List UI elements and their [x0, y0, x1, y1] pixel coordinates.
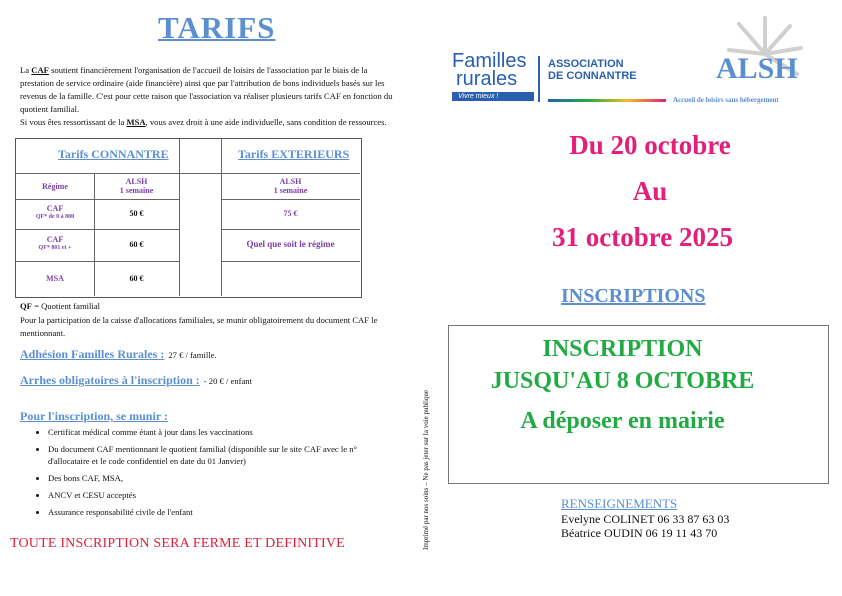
list-item: • Du document CAF mentionnant le quotient familial (disponible sur le site CAF avec le n° d'allocataire et le code confidentiel en date du 01 Janvier)	[48, 443, 378, 467]
logo-divider	[538, 56, 540, 102]
tarifs-table	[15, 138, 362, 298]
contact-2: Béatrice OUDIN 06 19 11 43 70	[561, 526, 718, 540]
row-msa-value: 60 €	[129, 274, 144, 283]
caisse-note: Pour la participation de la caisse d'allocations familiales, se munir obligatoirement du document CAF le mentionnant.	[20, 315, 378, 338]
familles-rurales-logo: Familles rurales Vivre mieux !	[452, 52, 534, 101]
box-line-3: A déposer en mairie	[520, 408, 725, 434]
vertical-note: Imprimé par nos soins – Ne pas jeter sur la voie publique	[422, 390, 430, 550]
renseignements-title: RENSEIGNEMENTS	[561, 496, 678, 511]
tarifs-exterieurs-header: Tarifs EXTERIEURS	[238, 147, 350, 161]
col-alsh-ext: ALSH 1 semaine	[273, 177, 308, 195]
col-regime: Régime	[42, 182, 68, 191]
inscriptions-title: INSCRIPTIONS	[561, 285, 706, 307]
tarifs-title: TARIFS	[158, 10, 276, 45]
list-item: • ANCV et CESU acceptés	[48, 489, 378, 501]
row-caf-2-label: CAF QF* 801 et +	[38, 235, 72, 251]
msa-paragraph: Si vous êtes ressortissant de la MSA, vous avez droit à une aide individuelle, sans condition de ressources.	[20, 117, 387, 127]
box-line-2: JUSQU'AU 8 OCTOBRE	[490, 368, 755, 394]
munir-title: Pour l'inscription, se munir :	[20, 409, 168, 423]
list-item: • Des bons CAF, MSA,	[48, 472, 378, 484]
final-notice: TOUTE INSCRIPTION SERA FERME ET DEFINITIVE	[10, 536, 345, 551]
munir-list	[34, 426, 378, 523]
row-caf-2-ext: Quel que soit le régime	[246, 239, 335, 249]
date-au: Au	[632, 176, 668, 206]
tarifs-connantre-header: Tarifs CONNANTRE	[58, 147, 169, 161]
association-name: ASSOCIATION DE CONNANTRE	[548, 58, 637, 82]
adhesion-line: Adhésion Familles Rurales : 27 € / famille.	[20, 347, 217, 361]
arrhes-line: Arrhes obligatoires à l'inscription : - 20 € / enfant	[20, 373, 252, 387]
box-line-1: INSCRIPTION	[542, 336, 703, 362]
alsh-title: ALSH	[716, 52, 798, 85]
row-caf-1-ext: 75 €	[283, 209, 298, 218]
row-caf-2-value: 60 €	[129, 240, 144, 249]
alsh-subtitle: Accueil de loisirs sans hébergement	[673, 96, 779, 104]
color-stripe	[548, 99, 666, 102]
date-end: 31 octobre 2025	[552, 222, 733, 252]
contact-1: Evelyne COLINET 06 33 87 63 03	[561, 512, 730, 526]
row-msa-label: MSA	[46, 274, 64, 283]
list-item: • Certificat médical comme étant à jour dans les vaccinations	[48, 426, 378, 438]
inscription-box	[448, 325, 829, 484]
intro-paragraph: La CAF soutient financièrement l'organisation de l'accueil de loisirs de l'association par le biais de la prestation de service ordinaire (aide financière) ainsi que par l'attribution de bons individuels basés sur les revenus de la famille. C'est pour cette raison que l'association va réaliser plusieurs tarifs CAF en fonction du quotient familial.	[20, 65, 393, 114]
date-start: Du 20 octobre	[569, 130, 731, 160]
col-alsh: ALSH 1 semaine	[119, 177, 154, 195]
qf-note: QF = Quotient familial	[20, 301, 101, 311]
row-caf-1-label: CAF QF* de 0 à 800	[35, 204, 75, 220]
row-caf-1-value: 50 €	[129, 209, 144, 218]
list-item: • Assurance responsabilité civile de l'enfant	[48, 506, 378, 518]
